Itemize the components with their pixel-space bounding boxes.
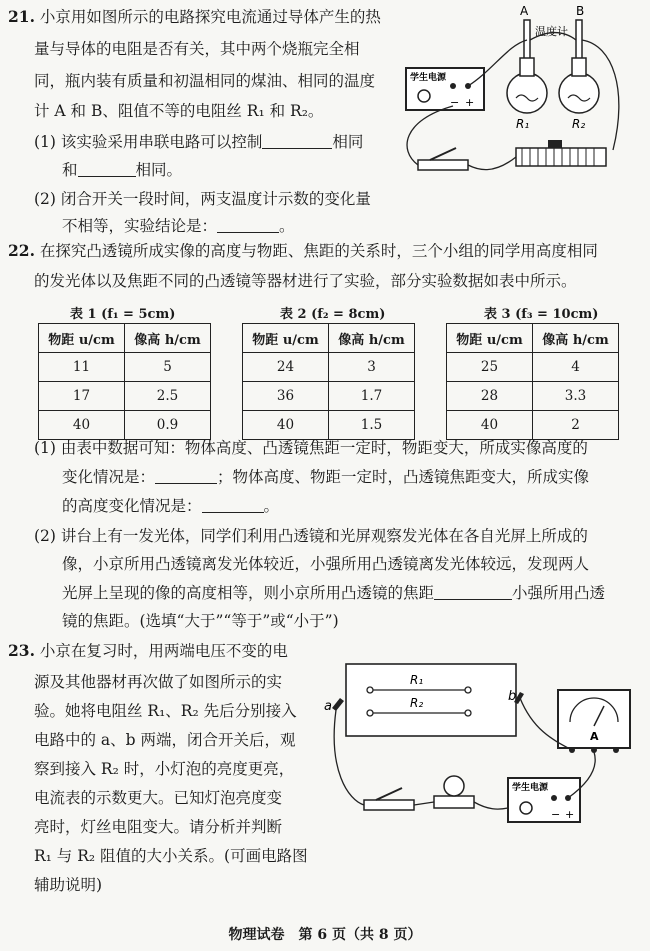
table-row: 40 0.9 — [39, 411, 211, 440]
q21-line-1: 21. 小京用如图所示的电路探究电流通过导体产生的热 — [8, 7, 381, 26]
q21-part2-line2: 不相等，实验结论是： 。 — [62, 217, 295, 235]
table-row: 17 2.5 — [39, 382, 211, 411]
q22-part2-line2: 像，小京所用凸透镜离发光体较近，小强所用凸透镜离发光体较远，发现两人 — [62, 555, 590, 573]
q23-line-8: R₁ 与 R₂ 阻值的大小关系。(可画电路图 — [34, 847, 308, 865]
answer-blank[interactable] — [262, 133, 332, 149]
svg-text:+: + — [465, 96, 475, 109]
label-b: B — [576, 4, 585, 18]
r1-label: R₁ — [410, 673, 424, 687]
q21-line-3: 同，瓶内装有质量和初温相同的煤油、相同的温度 — [34, 72, 376, 90]
table-header-row: 物距 u/cm 像高 h/cm — [243, 324, 415, 353]
svg-text:−: − — [450, 96, 460, 109]
q22-part2-line3: 光屏上呈现的像的高度相等，则小京所用凸透镜的焦距 小强所用凸透 — [62, 584, 606, 602]
q21-circuit-figure — [398, 0, 643, 195]
terminal-b-label: b — [508, 689, 517, 704]
q21-part2-line1: (2) 闭合开关一段时间，两支温度计示数的变化量 — [34, 190, 371, 208]
answer-blank[interactable] — [155, 468, 217, 484]
q22-part1-line3: 的高度变化情况是： 。 — [62, 497, 280, 515]
power-supply-label: 学生电源 — [512, 783, 549, 793]
table-1-caption: 表 1 (f₁ = 5cm) — [70, 307, 176, 322]
q22-part2-line1: (2) 讲台上有一发光体，同学们利用凸透镜和光屏观察发光体在各自光屏上所成的 — [34, 527, 588, 545]
table-2-caption: 表 2 (f₂ = 8cm) — [280, 307, 386, 322]
answer-blank[interactable] — [217, 217, 279, 233]
q23-line-9: 辅助说明) — [34, 876, 103, 894]
r2-label: R₂ — [572, 117, 586, 131]
flask-2-icon — [559, 73, 599, 113]
light-bulb-icon — [444, 776, 464, 796]
table-header-row: 物距 u/cm 像高 h/cm — [39, 324, 211, 353]
q23-line-6: 电流表的示数更大。已知灯泡亮度变 — [34, 789, 283, 807]
table-row: 36 1.7 — [243, 382, 415, 411]
q22-part1-line1: (1) 由表中数据可知：物体高度、凸透镜焦距一定时，物距变大，所成实像高度的 — [34, 439, 588, 457]
q22-line-1: 22. 在探究凸透镜所成实像的高度与物距、焦距的关系时，三个小组的同学用高度相同 — [8, 241, 598, 260]
ammeter-label: A — [590, 730, 599, 743]
table-row: 11 5 — [39, 353, 211, 382]
q23-line-5: 察到接入 R₂ 时，小灯泡的亮度更亮， — [34, 760, 295, 778]
table-row: 25 4 — [447, 353, 619, 382]
svg-text:+: + — [565, 808, 575, 821]
table-row: 28 3.3 — [447, 382, 619, 411]
switch-icon — [418, 160, 468, 170]
answer-blank[interactable] — [78, 161, 136, 177]
table-row: 24 3 — [243, 353, 415, 382]
q23-line-1: 23. 小京在复习时，用两端电压不变的电 — [8, 641, 288, 660]
q21-part1-line1: (1) 该实验采用串联电路可以控制 相同 — [34, 133, 364, 151]
thermometer-label: 温度计 — [535, 25, 568, 38]
data-table-2 — [242, 323, 415, 440]
table-row: 40 1.5 — [243, 411, 415, 440]
q22-part2-line4: 镜的焦距。(选填“大于”“等于”或“小于”) — [62, 612, 339, 630]
data-table-3 — [446, 323, 619, 440]
svg-text:−: − — [551, 808, 561, 821]
q23-circuit-figure — [318, 660, 644, 840]
q23-number: 23. — [8, 641, 35, 660]
q21-part1-line2: 和 相同。 — [62, 161, 183, 179]
r1-label: R₁ — [516, 117, 530, 131]
answer-blank[interactable] — [202, 497, 264, 513]
table-row: 40 2 — [447, 411, 619, 440]
q23-line-2: 源及其他器材再次做了如图所示的实 — [34, 673, 283, 691]
q22-line-2: 的发光体以及焦距不同的凸透镜等器材进行了实验，部分实验数据如表中所示。 — [34, 272, 577, 290]
q21-line-2: 量与导体的电阻是否有关，其中两个烧瓶完全相 — [34, 40, 360, 58]
q23-line-7: 亮时，灯丝电阻变大。请分析并判断 — [34, 818, 283, 836]
q22-number: 22. — [8, 241, 35, 260]
r2-label: R₂ — [410, 696, 424, 710]
q21-line-4: 计 A 和 B、阻值不等的电阻丝 R₁ 和 R₂。 — [34, 102, 324, 120]
table-header-row: 物距 u/cm 像高 h/cm — [447, 324, 619, 353]
q23-line-3: 验。她将电阻丝 R₁、R₂ 先后分别接入 — [34, 702, 297, 720]
power-supply-label: 学生电源 — [410, 73, 447, 83]
table-3-caption: 表 3 (f₃ = 10cm) — [484, 307, 599, 322]
q22-part1-line2: 变化情况是： ；物体高度、物距一定时，凸透镜焦距变大，所成实像 — [62, 468, 590, 486]
bulb-base-icon — [434, 796, 474, 808]
q23-line-4: 电路中的 a、b 两端，闭合开关后，观 — [34, 731, 296, 749]
switch-icon — [364, 800, 414, 810]
label-a: A — [520, 4, 529, 18]
answer-blank[interactable] — [434, 584, 512, 600]
terminal-a-label: a — [324, 699, 332, 714]
clip-a-icon — [332, 698, 344, 711]
q21-number: 21. — [8, 7, 35, 26]
page-footer: 物理试卷 第 6 页（共 8 页） — [228, 927, 422, 943]
data-table-1 — [38, 323, 211, 440]
flask-1-icon — [507, 73, 547, 113]
resistor-board-icon — [346, 664, 516, 736]
